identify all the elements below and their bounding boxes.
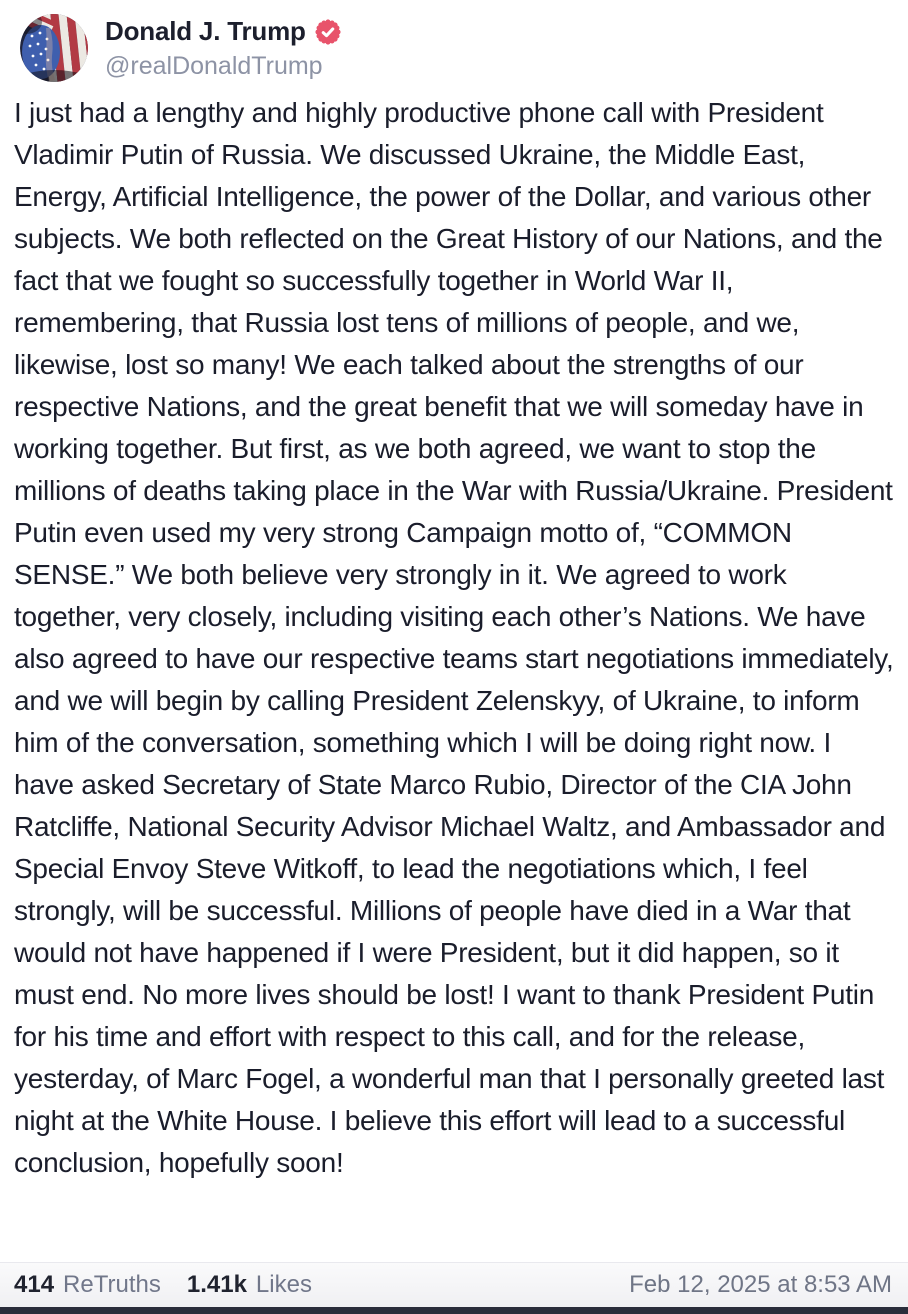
likes-count: 1.41k: [186, 1271, 247, 1298]
flag-portrait-image: [20, 14, 88, 82]
post-header: [0, 0, 908, 90]
likes-label: Likes: [255, 1271, 312, 1298]
author-name-row: [105, 16, 341, 47]
avatar[interactable]: [20, 14, 88, 82]
retruths-label: ReTruths: [63, 1271, 161, 1298]
post-stats: [14, 1271, 312, 1299]
retruths-stat[interactable]: [14, 1271, 161, 1299]
author-info: [105, 16, 341, 81]
likes-stat[interactable]: [187, 1271, 312, 1299]
post-body-text: I just had a lengthy and highly productive phone call with President Vladimir Putin of Russia. We discussed Ukraine, the Middle East, Energy, Artificial Intelligence, the power of the Dollar, and various other subjects. We both reflected on the Great History of our Nations, and the fact that we fought so successfully together in World War II, remembering, that Russia lost tens of millions of people, and we, likewise, lost so many! We each talked about the strengths of our respective Nations, and the great benefit that we will someday have in working together. But first, as we both agreed, we want to stop the millions of deaths taking place in the War with Russia/Ukraine. President Putin even used my very strong Campaign motto of, “COMMON SENSE.” We both believe very strongly in it. We agreed to work together, very closely, including visiting each other’s Nations. We have also agreed to have our respective teams start negotiations immediately, and we will begin by calling President Zelenskyy, of Ukraine, to inform him of the conversation, something which I will be doing right now. I have asked Secretary of State Marco Rubio, Director of the CIA John Ratcliffe, National Security Advisor Michael Waltz, and Ambassador and Special Envoy Steve Witkoff, to lead the negotiations which, I feel strongly, will be successful. Millions of people have died in a War that would not have happened if I were President, but it did happen, so it must end. No more lives should be lost! I want to thank President Putin for his time and effort with respect to this call, and for the release, yesterday, of Marc Fogel, a wonderful man that I personally greeted last night at the White House. I believe this effort will lead to a successful conclusion, hopefully soon!: [14, 97, 894, 1178]
retruths-count: 414: [14, 1271, 55, 1298]
bottom-edge-bar: [0, 1307, 908, 1314]
verified-check-icon: [315, 19, 341, 45]
post-timestamp[interactable]: Feb 12, 2025 at 8:53 AM: [629, 1271, 892, 1298]
post-footer: [0, 1262, 908, 1307]
author-display-name[interactable]: Donald J. Trump: [105, 15, 306, 46]
author-handle[interactable]: @realDonaldTrump: [105, 51, 323, 80]
